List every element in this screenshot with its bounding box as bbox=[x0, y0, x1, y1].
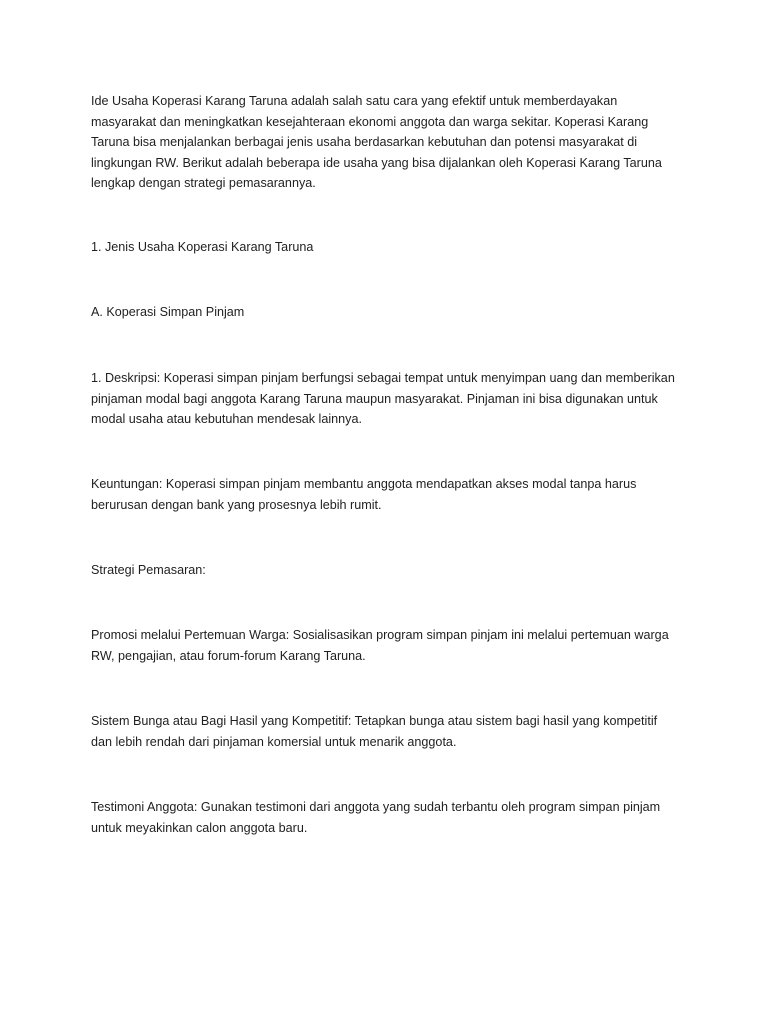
intro-paragraph: Ide Usaha Koperasi Karang Taruna adalah salah satu cara yang efektif untuk memberdayakan masyarakat dan meningkatkan kesejahteraan ekonomi anggota dan warga sekitar. Koperasi Karang Taruna bisa menjalankan berbagai jenis usaha berdasarkan kebutuhan dan potensi masyarakat di lingkungan RW. Berikut adalah beberapa ide usaha yang bisa dijalankan oleh Koperasi Karang Taruna lengkap dengan strategi pemasarannya. bbox=[91, 94, 662, 190]
benefit-paragraph: Keuntungan: Koperasi simpan pinjam membantu anggota mendapatkan akses modal tanpa harus berurusan dengan bank yang prosesnya lebih rumit. bbox=[91, 477, 637, 512]
strategy-paragraph-interest: Sistem Bunga atau Bagi Hasil yang Kompetitif: Tetapkan bunga atau sistem bagi hasil yang kompetitif dan lebih rendah dari pinjaman komersial untuk menarik anggota. bbox=[91, 714, 658, 749]
description-paragraph: 1. Deskripsi: Koperasi simpan pinjam berfungsi sebagai tempat untuk menyimpan uang dan memberikan pinjaman modal bagi anggota Karang Taruna maupun masyarakat. Pinjaman ini bisa digunakan untuk modal usaha atau kebutuhan mendesak lainnya. bbox=[91, 371, 675, 426]
subsection-heading: A. Koperasi Simpan Pinjam bbox=[91, 305, 245, 319]
section-heading: 1. Jenis Usaha Koperasi Karang Taruna bbox=[91, 240, 314, 254]
marketing-strategy-heading: Strategi Pemasaran: bbox=[91, 563, 206, 577]
strategy-paragraph-promotion: Promosi melalui Pertemuan Warga: Sosialisasikan program simpan pinjam ini melalui pertemuan warga RW, pengajian, atau forum-forum Karang Taruna. bbox=[91, 628, 669, 663]
strategy-paragraph-testimony: Testimoni Anggota: Gunakan testimoni dari anggota yang sudah terbantu oleh program simpan pinjam untuk meyakinkan calon anggota baru. bbox=[91, 800, 661, 835]
